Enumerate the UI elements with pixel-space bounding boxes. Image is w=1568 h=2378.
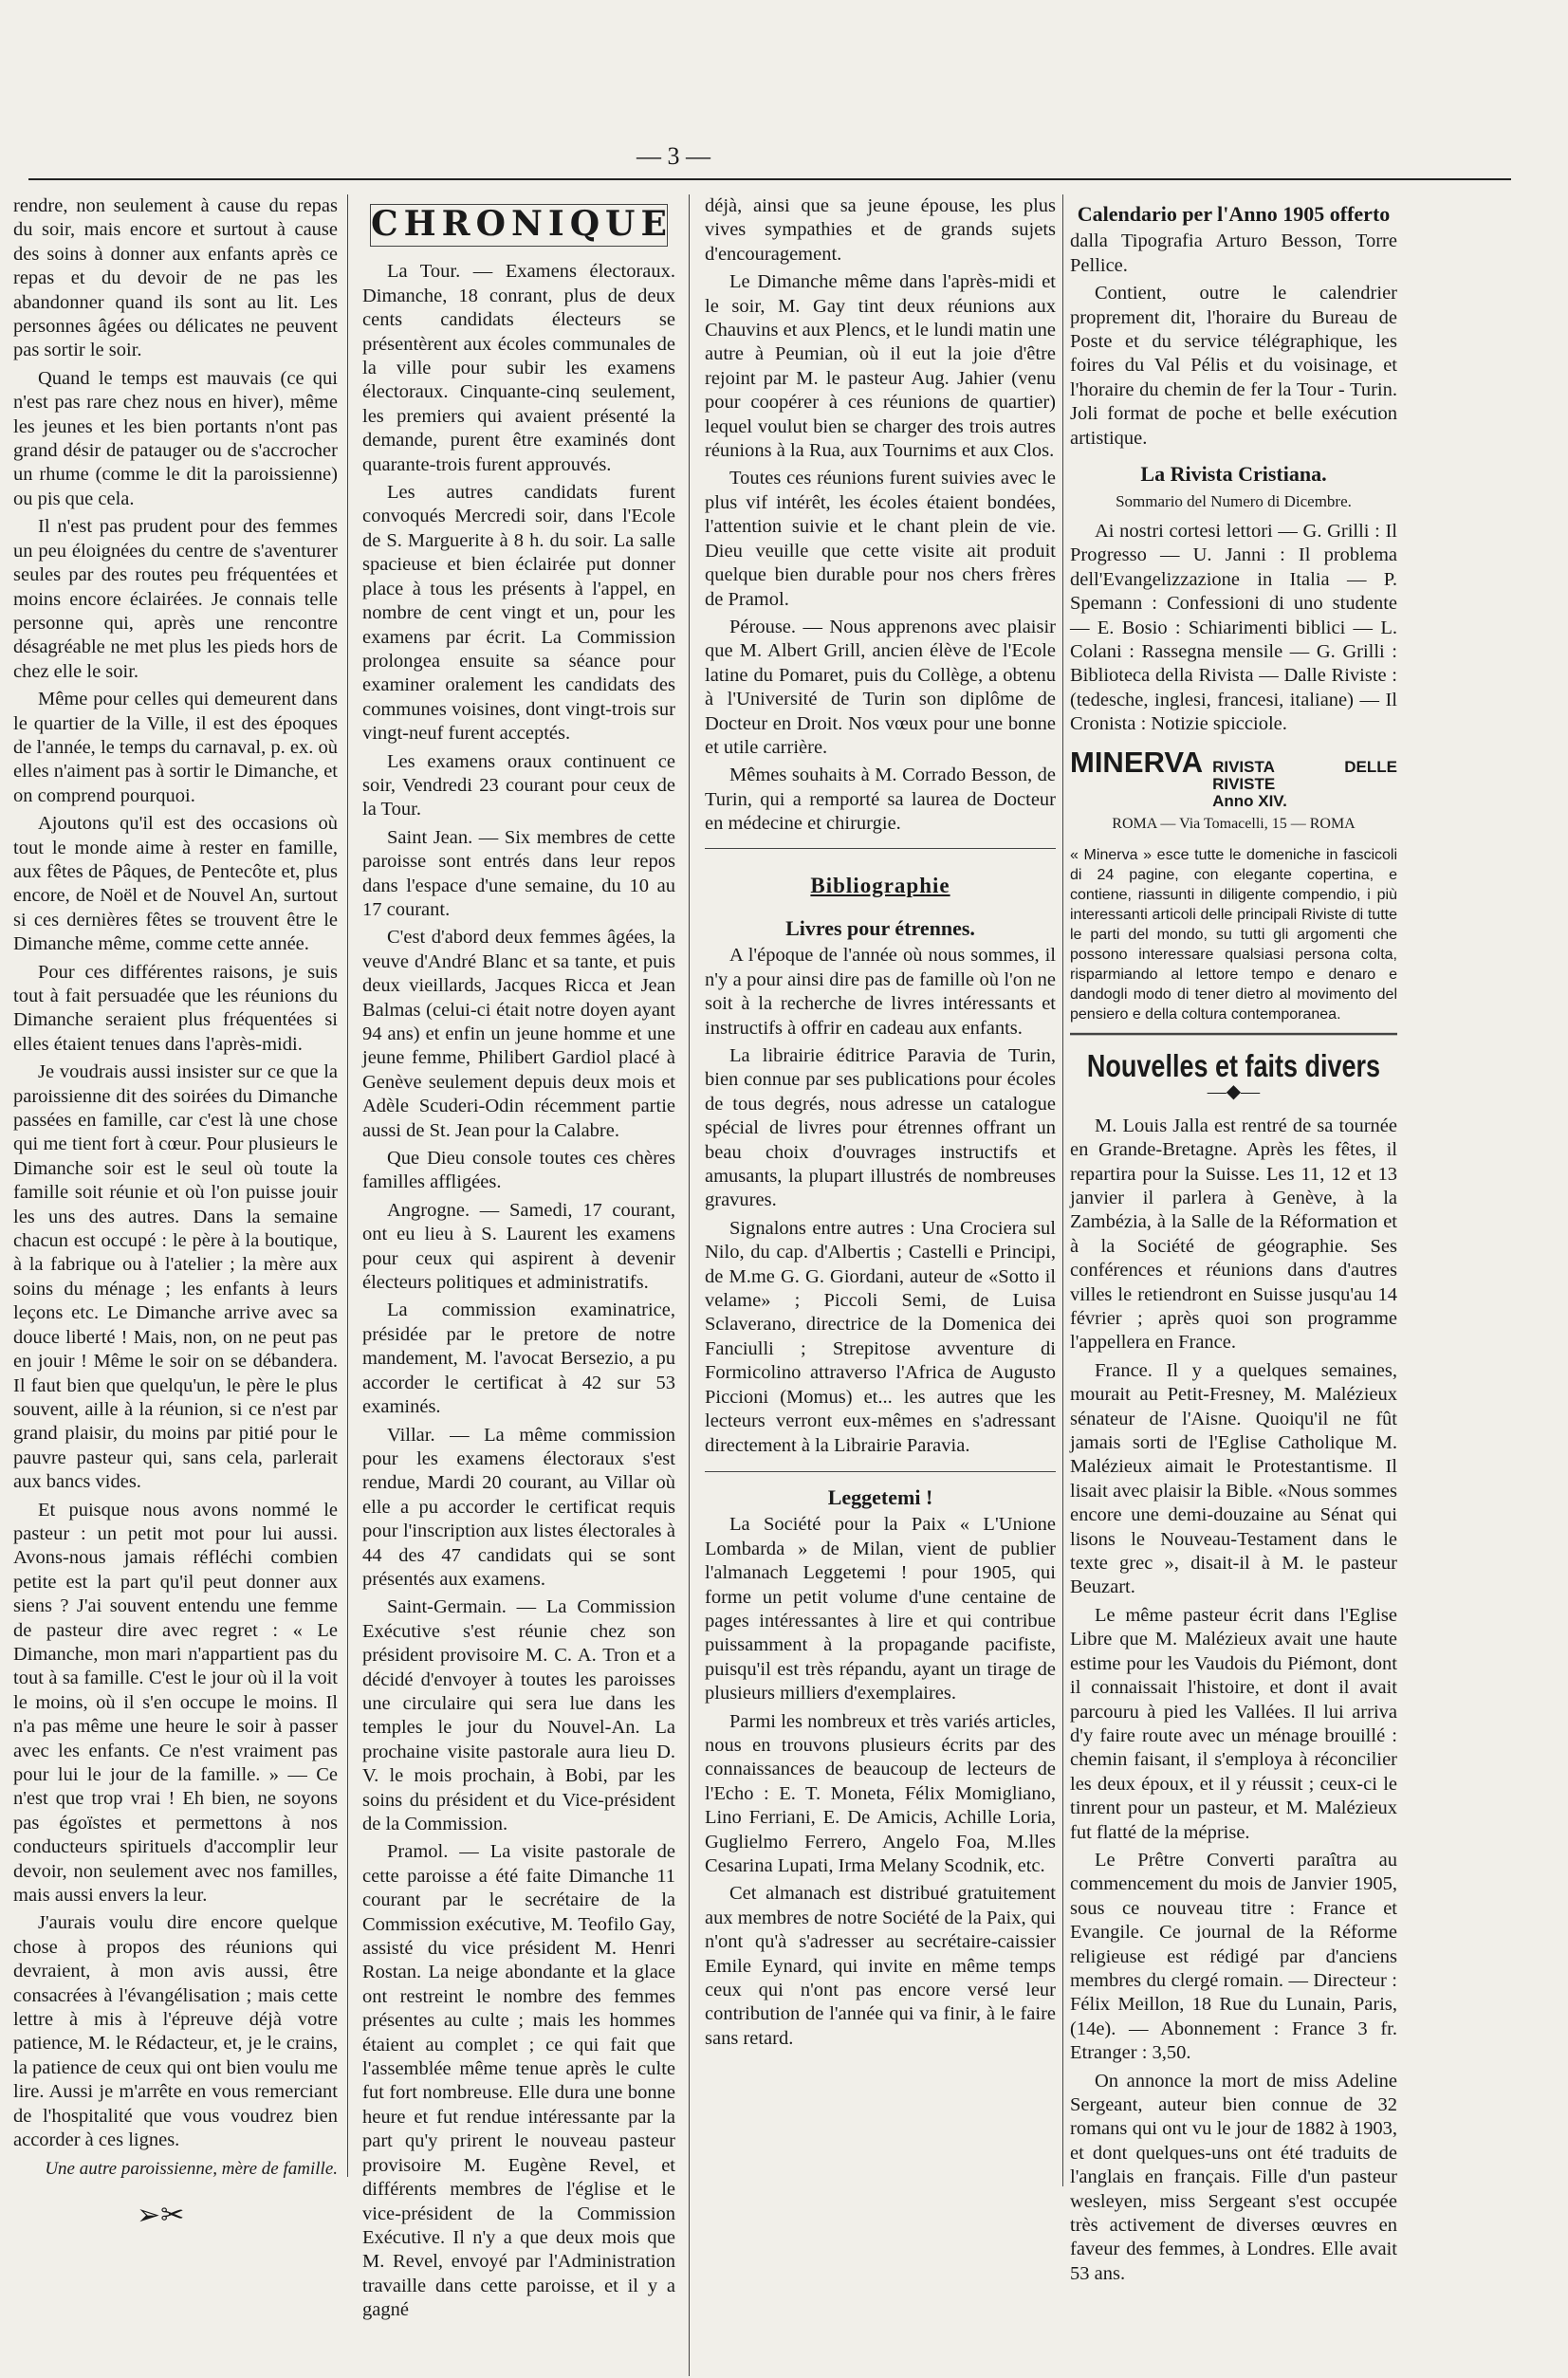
paragraph: Saint Jean. — Six membres de cette paroisse sont entrés dans leur repos dans l'espace d'une semaine, du 10 au 17 courant. xyxy=(362,826,675,920)
signature: Une autre paroissienne, mère de famille. xyxy=(45,2158,338,2179)
paragraph: Quand le temps est mauvais (ce qui n'est pas rare chez nous en hiver), même les jeunes et les bien portants n'ont pas grand désir de patauger ou de s'accrocher un rhume (comme le dit la paroissienne) ou pis que cela. xyxy=(13,367,338,509)
paragraph: Je voudrais aussi insister sur ce que la paroissienne dit des soirées du Dimanche passées en famille, car c'est là une chose qui me tient fort à cœur. Pour plusieurs le Dimanche soir est le seul où toute la famille soit réunie et où l'on puisse jouir les uns des autres. Dans la semaine chacun est occupé : le père à la boutique, à la fabrique ou à l'atelier ; la mère aux soins du ménage ; les enfants à leurs leçons etc. Le Dimanche arrive avec sa douce liberté ! Mais, non, on ne peut pas en jouir ! Même le soir on se débandera. Il faut bien que quelqu'un, le père le plus souvent, aille à la réunion, si ce n'est par grand plaisir, du moins par pitié pour le pauvre pasteur qui, sans cela, parlerait aux bancs vides. xyxy=(13,1061,338,1493)
paragraph: Et puisque nous avons nommé le pasteur : un petit mot pour lui aussi. Avons-nous jamais réfléchi combien petite est la part qu'il peut donner aux siens ? J'ai souvent entendu une femme de pasteur dire avec regret : « Le Dimanche, mon mari n'appartient pas du tout à sa famille. C'est le jour où il la voit le moins, où il s'en occupe le moins. Il n'a pas même une heure le soir à passer avec les enfants. Ce n'est vraiment pas pour lui le jour de la famille. » — Ce n'est que trop vrai ! Eh bien, ne soyons pas égoïstes et permettons à nos conducteurs spirituels d'accomplir leur devoir, non seulement avec nos familles, mais aussi envers la leur. xyxy=(13,1499,338,1907)
paragraph: Que Dieu console toutes ces chères familles affligées. xyxy=(362,1148,675,1193)
minerva-logo: MINERVA xyxy=(1070,745,1204,779)
paragraph: M. Louis Jalla est rentré de sa tournée en Grande-Bretagne. Après les fêtes, il repartira pour la Suisse. Les 11, 12 et 13 janvier il parlera à Genève, à la Zambézia, à la Salle de la Réformation et à la Société de géographie. Ses conférences et réunions dans d'autres villes le retiendront en Suisse jusqu'au 14 février ; après quoi son programme l'appellera en France. xyxy=(1070,1115,1397,1354)
paragraph: J'aurais voulu dire encore quelque chose à propos des réunions qui devraient, à mon avis aussi, être consacrées à l'évangélisation ; mais cette lettre à mis à l'épreuve déjà votre patience, M. le Rédacteur, et, je le crains, la patience de ceux qui ont bien voulu me lire. Aussi je m'arrête en vous remerciant de l'hospitalité que vous voudrez bien accorder à ces lignes. xyxy=(13,1912,338,2151)
column-news xyxy=(705,194,1056,2186)
paragraph: Contient, outre le calendrier proprement dit, l'horaire du Bureau de Poste et du service télégraphique, les foires du Val Pélis et du voisinage, et l'horaire du chemin de fer la Tour - Turin. Joli format de poche et belle exécution artistique. xyxy=(1070,283,1397,449)
minerva-year: Anno XIV. xyxy=(1212,791,1287,810)
subsection-title: Livres pour étrennes. xyxy=(785,915,975,940)
paragraph: La Société pour la Paix « L'Unione Lombarda » de Milan, vient de publier l'almanach Leggetemi ! pour 1905, qui forme un petit volume d'une centaine de pages intéressantes à lire et qui contribue puissamment à la propagande pacifiste, puisqu'il est très répandu, ayant un tirage de plusieurs milliers d'exemplaires. xyxy=(705,1514,1056,1705)
ornament-icon: ➢✂ xyxy=(137,2199,185,2231)
header-rule xyxy=(28,178,1511,180)
paragraph: dalla Tipografia Arturo Besson, Torre Pellice. xyxy=(1070,230,1397,276)
section-title-nouvelles: Nouvelles et faits divers xyxy=(1070,1033,1397,1082)
paragraph: La librairie éditrice Paravia de Turin, bien connue par ses publications pour écoles de tous degrés, nous adresse un catalogue spécial de livres pour étrennes offrant un beau choix d'ouvrages instructifs et amusants, la plupart illustrés de nombreuses gravures. xyxy=(705,1045,1056,1211)
paragraph: Ajoutons qu'il est des occasions où tout le monde aime à rester en famille, aux fêtes de Pâques, de Pentecôte et, plus encore, de Noël et de Nouvel An, surtout si ces dernières fêtes se trouvent être le Dimanche même, comme cette année. xyxy=(13,813,338,955)
paragraph: On annonce la mort de miss Adeline Sergeant, auteur bien connue de 32 romans qui ont vu le jour de 1882 à 1903, et dont quelques-uns ont été traduits de l'anglais en français. Fille d'un pasteur wesleyen, miss Sergeant s'est occupée très activement de diverses œuvres en faveur des femmes, à Londres. Elle avait 53 ans. xyxy=(1070,2070,1397,2284)
column-divider xyxy=(347,194,348,2177)
paragraph: Pramol. — La visite pastorale de cette paroisse a été faite Dimanche 11 courant par le secrétaire de la Commission exécutive, M. Teofilo Gay, assisté du vice président M. Henri Rostan. La neige abondante et la glace ont restreint le nombre des femmes présentes au culte ; mais les hommes étaient au complet ; ce qui fait que l'assemblée même tenue après le culte fut fort nombreuse. Elle dura une bonne heure et fut rendue intéressante par la part qu'y prirent le nouveau pasteur provisoire M. Eugène Revel, et différents membres de l'église et le vice-président de la Commission Exécutive. Il n'y a que deux mois que M. Revel, envoyé par l'Administration travaille dans cette paroisse, et il y a gagné xyxy=(362,1841,675,2321)
paragraph: Saint-Germain. — La Commission Exécutive s'est réunie chez son président provisoire M. C. A. Tron et a décidé d'envoyer à toutes les paroisses une circulaire qui sera lue dans les temples le jour du Nouvel-An. La prochaine visite pastorale aura lieu D. V. le mois prochain, à Bobi, par les soins du président et du Vice-président de la Commission. xyxy=(362,1596,675,1834)
column-divider xyxy=(1062,194,1063,2186)
paragraph: La commission examinatrice, présidée par le pretore de notre mandement, M. l'avocat Bersezio, a pu accorder le certificat à 42 sur 53 examinés. xyxy=(362,1300,675,1418)
rivista-title: La Rivista Cristiana. xyxy=(1140,462,1327,487)
paragraph: Pour ces différentes raisons, je suis tout à fait persuadée que les réunions du Dimanche seraient plus fréquentées si elles étaient tenues dans l'après-midi. xyxy=(13,961,338,1055)
paragraph: Les examens oraux continuent ce soir, Vendredi 23 courant pour ceux de la Tour. xyxy=(362,750,675,820)
minerva-subtitle xyxy=(1212,759,1397,810)
minerva-address: ROMA — Via Tomacelli, 15 — ROMA xyxy=(1112,815,1356,832)
paragraph: Ai nostri cortesi lettori — G. Grilli : Il Progresso — U. Janni : Il problema dell'Evangelizzazione in Italia — P. Spemann : Confessioni di uno studente — E. Bosio : Schiarimenti biblici — L. Colani : Rassegna mensile — G. Grilli : Biblioteca della Rivista — Dalle Riviste : (tedesche, inglesi, francesi, italiane) — Il Cronista : Notizie spicciole. xyxy=(1070,520,1397,735)
paragraph: A l'époque de l'année où nous sommes, il n'y a pour ainsi dire pas de famille où l'on ne soit à la recherche de livres intéressants et instructifs à offrir en cadeau aux enfants. xyxy=(705,945,1056,1039)
rivista-subtitle: Sommario del Numero di Dicembre. xyxy=(1116,492,1352,511)
paragraph: Le même pasteur écrit dans l'Eglise Libre que M. Malézieux avait une haute estime pour les Vaudois du Piémont, dont il connaissait l'histoire, et dont il avait parcouru à pied les Vallées. Il lui arriva d'y faire route avec un ménage brouillé : chemin faisant, il s'employa à réconcilier les deux époux, et il y réussit ; ceux-ci le tinrent pour un pasteur, et M. Malézieux fut flatté de la méprise. xyxy=(1070,1604,1397,1843)
paragraph: déjà, ainsi que sa jeune épouse, les plus vives sympathies et de grands sujets d'encouragement. xyxy=(705,195,1056,265)
column-announcements xyxy=(1070,194,1397,2284)
minerva-subtitle-line: RIVISTA DELLE RIVISTE xyxy=(1212,757,1397,793)
paragraph: Toutes ces réunions furent suivies avec le plus vif intérêt, les écoles étaient bondées, l'attention suivie et le chant plein de vie. Dieu veuille que cette visite ait produit quelque bien durable pour nos chers frères de Pramol. xyxy=(705,468,1056,610)
paragraph: Le Prêtre Converti paraîtra au commencement du mois de Janvier 1905, sous ce nouveau titre : France et Evangile. Ce journal de la Réforme religieuse est rédigé par d'anciens membres du clergé romain. — Directeur : Félix Meillon, 18 Rue du Lunain, Paris, (14e). — Abonnement : France 3 fr. Etranger : 3,50. xyxy=(1070,1849,1397,2064)
section-title-bibliographie: Bibliographie xyxy=(705,848,1056,909)
paragraph: Pérouse. — Nous apprenons avec plaisir que M. Albert Grill, ancien élève de l'Ecole latine du Pomaret, puis du Collège, a obtenu à l'Université de Turin son diplôme de Docteur en Droit. Nos vœux pour une bonne et utile carrière. xyxy=(705,616,1056,758)
calendario-title: Calendario per l'Anno 1905 offerto xyxy=(1077,202,1391,226)
paragraph: Mêmes souhaits à M. Corrado Besson, de Turin, qui a remporté sa laurea de Docteur en médecine et chirurgie. xyxy=(705,765,1056,835)
column-chronique xyxy=(362,194,675,2376)
section-title-chronique: CHRONIQUE xyxy=(370,204,668,247)
paragraph: Même pour celles qui demeurent dans le quartier de la Ville, il est des époques de l'année, le temps du carnaval, p. ex. où elles n'aiment pas à sortir le Dimanche, et on comprend pourquoi. xyxy=(13,689,338,806)
paragraph: La Tour. — Examens électoraux. Dimanche, 18 conrant, plus de deux cents candidats électeurs se présentèrent aux écoles communales de la ville pour subir les examens électoraux. Cinquante-cinq seulement, les premiers qui avaient présenté la demande, purent être examinés dont quarante-trois furent approuvés. xyxy=(362,261,675,475)
divider-ornament-icon: —◆— xyxy=(1207,1081,1261,1103)
paragraph: Angrogne. — Samedi, 17 courant, ont eu lieu à S. Laurent les examens pour ceux qui aspirent à devenir électeurs politiques et administratifs. xyxy=(362,1199,675,1294)
paragraph: France. Il y a quelques semaines, mourait au Petit-Fresney, M. Malézieux sénateur de l'Aisne. Quoiqu'il ne fût jamais sorti de l'Eglise Catholique M. Malézieux aimait le Protestantisme. Il lisait avec plaisir la Bible. «Nous sommes encore une demi-douzaine au Sénat qui lisons le Nouveau-Testament dans le texte grec », disait-il à M. le pasteur Beuzart. xyxy=(1070,1359,1397,1598)
minerva-description: « Minerva » esce tutte le domeniche in fascicoli di 24 pagine, con elegante copertina, e contiene, riassunti in diligente compendio, i più interessanti articoli delle principali Riviste di tutte le parti del mondo, su tutti gli argomenti che possono interessare qualsiasi persona colta, risparmiando al lettore tempo e denaro e dandogli modo di tener dietro al movimento del pensiero e della coltura contemporanea. xyxy=(1070,846,1397,1023)
paragraph: Il n'est pas prudent pour des femmes un peu éloignées du centre de s'aventurer seules par des routes peu fréquentées et moins encore éclairées. Je connais telle personne qui, après une rencontre désagréable ne met plus les pieds hors de chez elle le soir. xyxy=(13,516,338,682)
subsection-title: Leggetemi ! xyxy=(705,1471,1056,1509)
minerva-header xyxy=(1070,745,1397,810)
page-number: — 3 — xyxy=(636,142,710,170)
paragraph: Le Dimanche même dans l'après-midi et le soir, M. Gay tint deux réunions aux Chauvins et aux Plencs, et le lundi matin une autre à Peumian, où il eut la joie d'être rejoint par M. le pasteur Aug. Jahier (venu pour coopérer à ces réunions de quartier) lequel voulut bien se charger des trois autres réunions à la Rua, aux Tournims et aux Clos. xyxy=(705,271,1056,462)
paragraph: rendre, non seulement à cause du repas du soir, mais encore et surtout à cause des soins à donner aux enfants après ce repas et du devoir de ne pas les abandonner quand ils sont au lit. Les personnes âgées ou délicates ne peuvent pas sortir le soir. xyxy=(13,195,338,361)
paragraph: Villar. — La même commission pour les examens électoraux s'est rendue, Mardi 20 courant, au Villar où elle a pu accorder le certificat requis pour l'inscription aux listes électorales à 44 des 47 candidats qui se sont présentés aux examens. xyxy=(362,1424,675,1590)
paragraph: Signalons entre autres : Una Crociera sul Nilo, du cap. d'Albertis ; Castelli e Principi, de M.me G. G. Giordani, auteur de «Sotto il velame» ; Piccoli Semi, de Luisa Sclaverano, directrice de la Domenica dei Fanciulli ; Strepitose avventure di Formicolino attraverso l'Africa de Augusto Piccioni (Momus) et... les autres que les lecteurs verront eux-mêmes en s'adressant directement à la Librairie Paravia. xyxy=(705,1217,1056,1456)
paragraph: Parmi les nombreux et très variés articles, nous en trouvons plusieurs écrits par des connaissances de beaucoup de lecteurs de l'Echo : E. T. Moneta, Félix Momigliano, Lino Ferriani, E. De Amicis, Achille Loria, Guglielmo Ferrero, Angelo Foa, M.lles Cesarina Lupati, Irma Melany Scodnik, etc. xyxy=(705,1710,1056,1876)
paragraph: Les autres candidats furent convoqués Mercredi soir, dans l'Ecole de S. Marguerite à 8 h. du soir. La salle spacieuse et bien éclairée put donner place à tous les présents à l'appel, en nombre de cent vingt et un, pour les examens par écrit. La Commission prolongea ensuite sa séance pour examiner oralement les candidats des communes voisines, dont vingt-trois sur vingt-neuf furent acceptés. xyxy=(362,482,675,745)
paragraph: C'est d'abord deux femmes âgées, la veuve d'André Blanc et sa tante, et puis deux vieillards, Jacques Ricca et Jean Balmas (celui-ci était notre doyen ayant 94 ans) et enfin un jeune homme et une jeune femme, Philibert Gardiol placé à Genève seulement depuis deux mois et Adèle Scuderi-Odin récemment partie aussi de St. Jean pour la Calabre. xyxy=(362,927,675,1141)
column-letter xyxy=(13,194,338,2231)
paragraph: Cet almanach est distribué gratuitement aux membres de notre Société de la Paix, qui n'ont qu'à s'adresser au secrétaire-caissier Emile Eynard, qui invite en même temps ceux qui n'ont pas encore versé leur contribution de l'année qui va finir, à le faire sans retard. xyxy=(705,1883,1056,2049)
column-divider xyxy=(689,194,690,2376)
